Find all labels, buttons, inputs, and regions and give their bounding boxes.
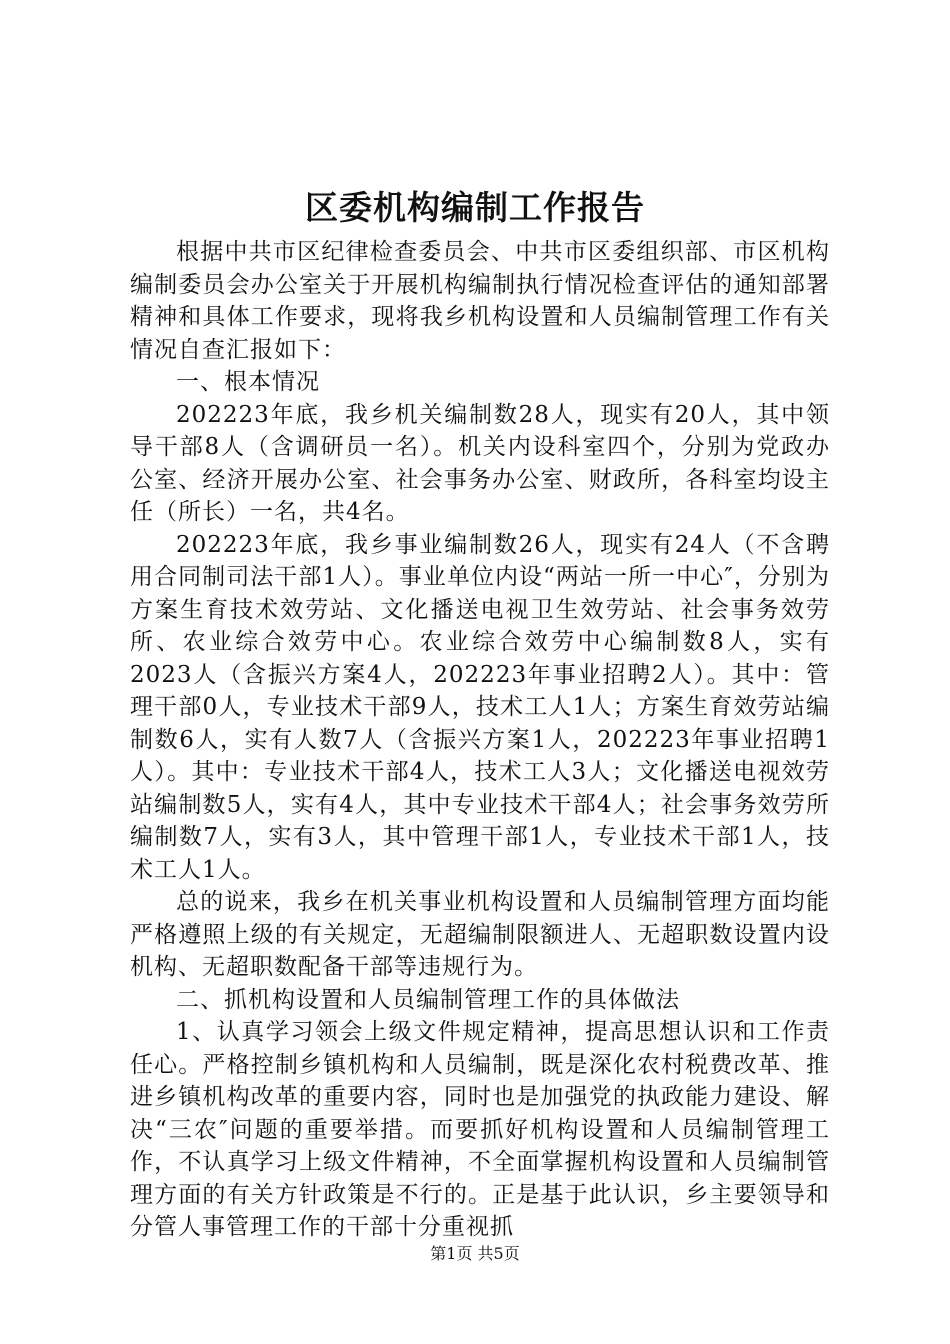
page-number: 第1页 共5页: [430, 1244, 520, 1263]
paragraph-summary: 总的说来，我乡在机关事业机构设置和人员编制管理方面均能严格遵照上级的有关规定，无超编制限额进人、无超职数设置内设机构、无超职数配备干部等违规行为。: [130, 889, 830, 980]
paragraph-institution-staffing: 202223年底，我乡事业编制数26人，现实有24人（不含聘用合同制司法干部1人）。事业单位内设“两站一所一中心″，分别为方案生育技术效劳站、文化播送电视卫生效劳站、社会事务效劳所、农业综合效劳中心。农业综合效劳中心编制数8人，实有2023人（含振兴方案4人，202223年事业招聘2人）。其中：管理干部0人，专业技术干部9人，技术工人1人；方案生育效劳站编制数6人，实有人数7人（含振兴方案1人，202223年事业招聘1人）。其中：专业技术干部4人，技术工人3人；文化播送电视效劳站编制数5人，实有4人，其中专业技术干部4人；社会事务效劳所编制数7人，实有3人，其中管理干部1人，专业技术干部1人，技术工人1人。: [130, 531, 830, 883]
paragraph-intro: 根据中共市区纪律检查委员会、中共市区委组织部、市区机构编制委员会办公室关于开展机构编制执行情况检查评估的通知部署精神和具体工作要求，现将我乡机构设置和人员编制管理工作有关情况自查汇报如下：: [130, 239, 830, 363]
document-body: [130, 236, 830, 1244]
section-heading-1: 一、根本情况: [176, 369, 320, 395]
document-title: 区委机构编制工作报告: [305, 188, 645, 227]
paragraph-organ-staffing: 202223年底，我乡机关编制数28人，现实有20人，其中领导干部8人（含调研员一名）。机关内设科室四个，分别为党政办公室、经济开展办公室、社会事务办公室、财政所，各科室均设主任（所长）一名，共4名。: [130, 401, 830, 525]
paragraph-practice-1: 1、认真学习领会上级文件规定精神，提高思想认识和工作责任心。严格控制乡镇机构和人员编制，既是深化农村税费改革、推进乡镇机构改革的重要内容，同时也是加强党的执政能力建设、解决“三农″问题的重要举措。而要抓好机构设置和人员编制管理工作，不认真学习上级文件精神，不全面掌握机构设置和人员编制管理方面的有关方针政策是不行的。正是基于此认识，乡主要领导和分管人事管理工作的干部十分重视抓: [130, 1019, 830, 1240]
section-heading-2: 二、抓机构设置和人员编制管理工作的具体做法: [176, 986, 680, 1013]
